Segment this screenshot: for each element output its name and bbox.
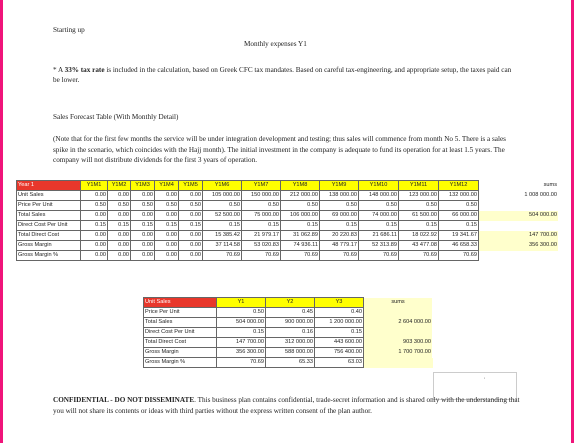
value-cell: 443 600.00 bbox=[315, 338, 364, 348]
value-cell: 0.15 bbox=[439, 221, 479, 231]
row-label-cell: Total Direct Cost bbox=[17, 231, 81, 241]
value-cell: 18 022.92 bbox=[399, 231, 439, 241]
value-cell: 0.50 bbox=[203, 201, 242, 211]
value-cell: 37 114.58 bbox=[203, 241, 242, 251]
sum-cell: 147 700.00 bbox=[479, 231, 559, 241]
value-cell: 0.50 bbox=[217, 308, 266, 318]
sum-cell: 1 700 700.00 bbox=[364, 348, 433, 358]
corner-mark: ' bbox=[484, 377, 486, 384]
tax-note-prefix: * A bbox=[53, 66, 65, 74]
month-header-cell: Y1M12 bbox=[439, 181, 479, 191]
value-cell: 0.50 bbox=[179, 201, 203, 211]
forecast-title: Sales Forecast Table (With Monthly Detail) bbox=[53, 113, 179, 121]
value-cell: 0.00 bbox=[81, 241, 108, 251]
sum-cell: 2 604 000.00 bbox=[364, 318, 433, 328]
value-cell: 0.00 bbox=[179, 191, 203, 201]
value-cell: 0.45 bbox=[266, 308, 315, 318]
value-cell: 74 000.00 bbox=[359, 211, 399, 221]
value-cell: 0.16 bbox=[266, 328, 315, 338]
value-cell: 0.00 bbox=[131, 231, 155, 241]
month-header-cell: Y1M4 bbox=[155, 181, 179, 191]
value-cell: 0.15 bbox=[203, 221, 242, 231]
value-cell: 0.00 bbox=[108, 241, 131, 251]
value-cell: 70.69 bbox=[217, 358, 266, 368]
value-cell: 212 000.00 bbox=[281, 191, 320, 201]
row-label-cell: Total Sales bbox=[17, 211, 81, 221]
row-label-cell: Unit Sales bbox=[17, 191, 81, 201]
value-cell: 0.00 bbox=[131, 241, 155, 251]
value-cell: 0.00 bbox=[108, 251, 131, 261]
value-cell: 65.33 bbox=[266, 358, 315, 368]
value-cell: 0.00 bbox=[155, 231, 179, 241]
tax-note bbox=[53, 65, 513, 85]
table-row bbox=[144, 328, 433, 338]
yearly-sales-table bbox=[143, 297, 433, 368]
value-cell: 0.50 bbox=[242, 201, 281, 211]
table-row bbox=[144, 348, 433, 358]
table-header-row bbox=[144, 298, 433, 308]
value-cell: 0.50 bbox=[359, 201, 399, 211]
month-header-cell: Y1M1 bbox=[81, 181, 108, 191]
row-label-cell: Direct Cost Per Unit bbox=[17, 221, 81, 231]
value-cell: 0.00 bbox=[155, 191, 179, 201]
value-cell: 105 000.00 bbox=[203, 191, 242, 201]
value-cell: 0.15 bbox=[242, 221, 281, 231]
table-row bbox=[17, 201, 559, 211]
value-cell: 0.15 bbox=[320, 221, 359, 231]
table-row bbox=[17, 231, 559, 241]
row-label-cell: Price Per Unit bbox=[144, 308, 217, 318]
value-cell: 53 020.83 bbox=[242, 241, 281, 251]
row-label-cell: Gross Margin % bbox=[144, 358, 217, 368]
row-label-cell: Gross Margin % bbox=[17, 251, 81, 261]
value-cell: 0.15 bbox=[155, 221, 179, 231]
sum-cell: 1 008 000.00 bbox=[524, 192, 557, 198]
sum-cell bbox=[364, 328, 433, 338]
value-cell: 70.69 bbox=[242, 251, 281, 261]
row-label-cell: Total Direct Cost bbox=[144, 338, 217, 348]
month-header-cell: Y1M11 bbox=[399, 181, 439, 191]
value-cell: 0.40 bbox=[315, 308, 364, 318]
value-cell: 312 000.00 bbox=[266, 338, 315, 348]
row-label-cell: Total Sales bbox=[144, 318, 217, 328]
sum-cell: 356 300.00 bbox=[479, 241, 559, 251]
value-cell: 0.00 bbox=[155, 251, 179, 261]
sum-cell: 903 300.00 bbox=[364, 338, 433, 348]
sums-header-cell: sums bbox=[543, 182, 557, 188]
value-cell: 21 979.17 bbox=[242, 231, 281, 241]
value-cell: 147 700.00 bbox=[217, 338, 266, 348]
value-cell: 70.69 bbox=[359, 251, 399, 261]
table-row bbox=[17, 191, 559, 201]
value-cell: 0.00 bbox=[155, 241, 179, 251]
value-cell: 52 313.89 bbox=[359, 241, 399, 251]
value-cell: 0.00 bbox=[108, 191, 131, 201]
monthly-expenses-heading: Monthly expenses Y1 bbox=[244, 40, 307, 48]
monthly-sales-table bbox=[16, 180, 559, 261]
value-cell: 70.69 bbox=[439, 251, 479, 261]
value-cell: 756 400.00 bbox=[315, 348, 364, 358]
value-cell: 0.50 bbox=[131, 201, 155, 211]
table-row bbox=[144, 308, 433, 318]
sums-header-cell: sums bbox=[364, 298, 433, 308]
value-cell: 0.00 bbox=[155, 211, 179, 221]
value-cell: 69 000.00 bbox=[320, 211, 359, 221]
table-row bbox=[17, 211, 559, 221]
value-cell: 0.15 bbox=[281, 221, 320, 231]
value-cell: 0.00 bbox=[81, 191, 108, 201]
value-cell: 70.69 bbox=[399, 251, 439, 261]
value-cell: 21 686.11 bbox=[359, 231, 399, 241]
value-cell: 0.00 bbox=[108, 211, 131, 221]
value-cell: 0.15 bbox=[179, 221, 203, 231]
month-header-cell: Y1M6 bbox=[203, 181, 242, 191]
value-cell: 0.50 bbox=[155, 201, 179, 211]
month-header-cell: Y1M2 bbox=[108, 181, 131, 191]
sum-cell bbox=[479, 251, 559, 261]
sum-cell bbox=[364, 308, 433, 318]
value-cell: 19 341.67 bbox=[439, 231, 479, 241]
value-cell: 61 500.00 bbox=[399, 211, 439, 221]
table-row bbox=[17, 251, 559, 261]
table-row bbox=[144, 358, 433, 368]
value-cell: 0.50 bbox=[108, 201, 131, 211]
unit-sales-header-cell: Unit Sales bbox=[144, 298, 217, 308]
month-header-cell: Y1M10 bbox=[359, 181, 399, 191]
value-cell: 0.15 bbox=[81, 221, 108, 231]
value-cell: 356 300.00 bbox=[217, 348, 266, 358]
value-cell: 0.00 bbox=[108, 231, 131, 241]
year-header-cell: Y3 bbox=[315, 298, 364, 308]
value-cell: 588 000.00 bbox=[266, 348, 315, 358]
sum-cell: 504 000.00 bbox=[479, 211, 559, 221]
value-cell: 0.00 bbox=[81, 211, 108, 221]
value-cell: 0.15 bbox=[315, 328, 364, 338]
value-cell: 148 000.00 bbox=[359, 191, 399, 201]
confidential-rest: . This business plan contains confidential, trade-secret information and is shared only with the understanding that you will not share its contents or ideas with third parties without the express written consent of the plan author. bbox=[53, 396, 520, 415]
value-cell: 70.69 bbox=[203, 251, 242, 261]
forecast-note: (Note that for the first few months the service will be under integration development and testing; thus sales will commence from month No 5. There is a sales spike in the scenario, which coincides with the Hajj month). The initial investment in the company is adequate to fund its operation for at least 1.5 years. The company will not distribute dividends for the first 3 years of operation. bbox=[53, 135, 506, 164]
month-header-cell: Y1M3 bbox=[131, 181, 155, 191]
table-row bbox=[17, 221, 559, 231]
value-cell: 0.15 bbox=[399, 221, 439, 231]
value-cell: 75 000.00 bbox=[242, 211, 281, 221]
starting-up-heading: Starting up bbox=[53, 26, 85, 34]
row-label-cell: Price Per Unit bbox=[17, 201, 81, 211]
year-header-cell: Y2 bbox=[266, 298, 315, 308]
value-cell: 0.00 bbox=[179, 231, 203, 241]
value-cell: 0.50 bbox=[320, 201, 359, 211]
value-cell: 0.15 bbox=[217, 328, 266, 338]
value-cell: 138 000.00 bbox=[320, 191, 359, 201]
month-header-cell: Y1M5 bbox=[179, 181, 203, 191]
value-cell: 48 779.17 bbox=[320, 241, 359, 251]
value-cell: 0.00 bbox=[131, 211, 155, 221]
value-cell: 106 000.00 bbox=[281, 211, 320, 221]
row-label-cell: Gross Margin bbox=[144, 348, 217, 358]
tax-rate-bold: 33% tax rate bbox=[64, 66, 105, 74]
value-cell: 132 000.00 bbox=[439, 191, 479, 201]
tax-note-rest: is included in the calculation, based on Greek CFC tax mandates. Based on careful tax-engineering, and appropriate setup, the taxes paid can be lower. bbox=[53, 66, 512, 84]
value-cell: 504 000.00 bbox=[217, 318, 266, 328]
value-cell: 20 220.83 bbox=[320, 231, 359, 241]
sum-cell bbox=[479, 221, 559, 231]
table-header-row bbox=[17, 181, 559, 191]
value-cell: 74 936.11 bbox=[281, 241, 320, 251]
value-cell: 0.15 bbox=[359, 221, 399, 231]
value-cell: 0.50 bbox=[281, 201, 320, 211]
value-cell: 0.00 bbox=[131, 251, 155, 261]
value-cell: 63.03 bbox=[315, 358, 364, 368]
year-header-cell: Y1 bbox=[217, 298, 266, 308]
table-row bbox=[144, 338, 433, 348]
value-cell: 0.00 bbox=[179, 251, 203, 261]
sum-cell bbox=[364, 358, 433, 368]
table-row bbox=[144, 318, 433, 328]
row-label-cell: Direct Cost Per Unit bbox=[144, 328, 217, 338]
value-cell: 15 385.42 bbox=[203, 231, 242, 241]
row-label-cell: Gross Margin bbox=[17, 241, 81, 251]
value-cell: 900 000.00 bbox=[266, 318, 315, 328]
value-cell: 31 062.89 bbox=[281, 231, 320, 241]
value-cell: 52 500.00 bbox=[203, 211, 242, 221]
left-page-edge bbox=[0, 0, 3, 443]
value-cell: 0.15 bbox=[131, 221, 155, 231]
year-header-cell: Year 1 bbox=[17, 181, 81, 191]
value-cell: 70.69 bbox=[281, 251, 320, 261]
month-header-cell: Y1M8 bbox=[281, 181, 320, 191]
table-row bbox=[17, 241, 559, 251]
value-cell: 1 200 000.00 bbox=[315, 318, 364, 328]
value-cell: 0.50 bbox=[81, 201, 108, 211]
value-cell: 123 000.00 bbox=[399, 191, 439, 201]
month-header-cell: Y1M7 bbox=[242, 181, 281, 191]
value-cell: 0.00 bbox=[179, 211, 203, 221]
value-cell: 0.00 bbox=[179, 241, 203, 251]
sum-cell bbox=[479, 201, 559, 211]
confidential-bold: CONFIDENTIAL - DO NOT DISSEMINATE bbox=[53, 396, 195, 404]
value-cell: 0.50 bbox=[439, 201, 479, 211]
value-cell: 0.15 bbox=[108, 221, 131, 231]
value-cell: 43 477.08 bbox=[399, 241, 439, 251]
value-cell: 0.00 bbox=[81, 251, 108, 261]
value-cell: 150 000.00 bbox=[242, 191, 281, 201]
value-cell: 46 658.33 bbox=[439, 241, 479, 251]
value-cell: 66 000.00 bbox=[439, 211, 479, 221]
value-cell: 70.69 bbox=[320, 251, 359, 261]
confidential-notice bbox=[53, 395, 523, 417]
month-header-cell: Y1M9 bbox=[320, 181, 359, 191]
value-cell: 0.00 bbox=[131, 191, 155, 201]
value-cell: 0.00 bbox=[81, 231, 108, 241]
value-cell: 0.50 bbox=[399, 201, 439, 211]
